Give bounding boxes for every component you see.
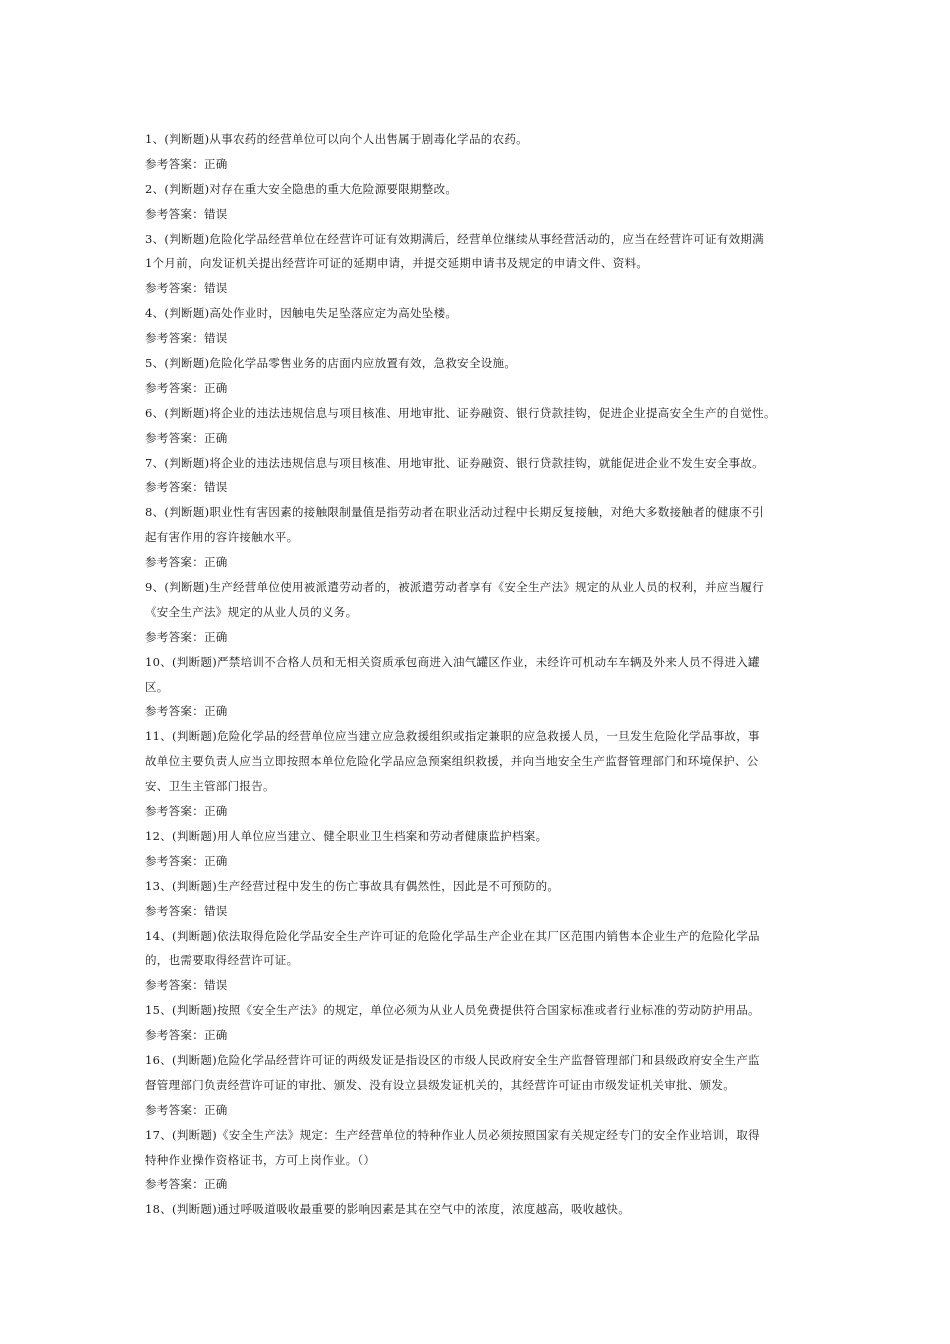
question-text-line: 3、(判断题)危险化学品经营单位在经营许可证有效期满后，经营单位继续从事经营活动的，应当在经营许可证有效期满 [145,231,764,246]
question-item [145,724,825,824]
question-text-line: 9、(判断题)生产经营单位使用被派遣劳动者的，被派遣劳动者享有《安全生产法》规定的从业人员的权利，并应当履行 [145,580,764,595]
answer-line: 参考答案：正确 [145,156,228,171]
answer-line: 参考答案：错误 [145,978,228,993]
question-text-line: 安、卫生主管部门报告。 [145,779,275,794]
question-item [145,998,825,1048]
question-item [145,351,825,401]
question-text-line: 4、(判断题)高处作业时，因触电失足坠落应定为高处坠楼。 [145,306,458,321]
question-text-line: 6、(判断题)将企业的违法违规信息与项目核准、用地审批、证券融资、银行贷款挂钩，促进企业提高安全生产的自觉性。 [145,405,776,420]
question-text-line: 11、(判断题)危险化学品的经营单位应当建立应急救援组织或指定兼职的应急救援人员，一旦发生危险化学品事故，事 [145,729,760,744]
answer-line: 参考答案：错误 [145,281,228,296]
question-item [145,401,825,451]
question-item [145,575,825,650]
question-text-line: 的，也需要取得经营许可证。 [145,953,299,968]
question-text-line: 16、(判断题)危险化学品经营许可证的两级发证是指设区的市级人民政府安全生产监督管理部门和县级政府安全生产监 [145,1052,760,1067]
answer-line: 参考答案：正确 [145,853,228,868]
question-item [145,650,825,725]
question-text-line: 《安全生产法》规定的从业人员的义务。 [145,604,358,619]
question-text-line: 5、(判断题)危险化学品零售业务的店面内应放置有效，急救安全设施。 [145,356,517,371]
question-text-line: 督管理部门负责经营许可证的审批、颁发、没有设立县级发证机关的，其经营许可证由市级发证机关审批、颁发。 [145,1077,735,1092]
answer-line: 参考答案：正确 [145,430,228,445]
question-text-line: 17、(判断题)《安全生产法》规定：生产经营单位的特种作业人员必须按照国家有关规定经专门的安全作业培训，取得 [145,1127,760,1142]
question-text-line: 18、(判断题)通过呼吸道吸收最重要的影响因素是其在空气中的浓度，浓度越高，吸收越快。 [145,1202,631,1217]
question-text-line: 故单位主要负责人应当立即按照本单位危险化学品应急预案组织救援，并向当地安全生产监督管理部门和环境保护、公 [145,754,759,769]
question-text-line: 2、(判断题)对存在重大安全隐患的重大危险源要限期整改。 [145,181,458,196]
question-item [145,874,825,924]
question-text-line: 特种作业操作资格证书，方可上岗作业。（） [145,1152,376,1167]
question-item [145,451,825,501]
question-item [145,1197,825,1222]
answer-line: 参考答案：正确 [145,555,228,570]
question-text-line: 15、(判断题)按照《安全生产法》的规定，单位必须为从业人员免费提供符合国家标准或者行业标准的劳动防护用品。 [145,1003,760,1018]
answer-line: 参考答案：错误 [145,480,228,495]
question-item [145,1048,825,1123]
answer-line: 参考答案：正确 [145,1102,228,1117]
answer-line: 参考答案：正确 [145,380,228,395]
question-text-line: 10、(判断题)严禁培训不合格人员和无相关资质承包商进入油气罐区作业，未经许可机动车车辆及外来人员不得进入罐 [145,654,760,669]
question-text-line: 1、(判断题)从事农药的经营单位可以向个人出售属于剧毒化学品的农药。 [145,132,528,146]
question-item [145,227,825,302]
question-item [145,1123,825,1198]
question-item [145,127,825,177]
answer-line: 参考答案：错误 [145,331,228,346]
question-text-line: 13、(判断题)生产经营过程中发生的伤亡事故具有偶然性，因此是不可预防的。 [145,878,560,893]
question-item [145,177,825,227]
answer-line: 参考答案：错误 [145,903,228,918]
question-item [145,824,825,874]
question-text-line: 8、(判断题)职业性有害因素的接触限制量值是指劳动者在职业活动过程中长期反复接触，对绝大多数接触者的健康不引 [145,505,764,520]
question-text-line: 起有害作用的容许接触水平。 [145,530,299,545]
answer-line: 参考答案：错误 [145,206,228,221]
answer-line: 参考答案：正确 [145,1028,228,1043]
question-item [145,924,825,999]
question-text-line: 14、(判断题)依法取得危险化学品安全生产许可证的危险化学品生产企业在其厂区范围内销售本企业生产的危险化学品 [145,928,760,943]
question-text-line: 区。 [145,679,169,694]
question-text-line: 7、(判断题)将企业的违法违规信息与项目核准、用地审批、证券融资、银行贷款挂钩，就能促进企业不发生安全事故。 [145,455,764,470]
answer-line: 参考答案：正确 [145,804,228,819]
question-text-line: 1个月前，向发证机关提出经营许可证的延期申请，并提交延期申请书及规定的申请文件、资料。 [145,256,649,271]
answer-line: 参考答案：正确 [145,1177,228,1192]
question-item [145,301,825,351]
answer-line: 参考答案：正确 [145,704,228,719]
question-text-line: 12、(判断题)用人单位应当建立、健全职业卫生档案和劳动者健康监护档案。 [145,828,548,843]
question-list [145,127,825,1222]
answer-line: 参考答案：正确 [145,629,228,644]
question-item [145,500,825,575]
